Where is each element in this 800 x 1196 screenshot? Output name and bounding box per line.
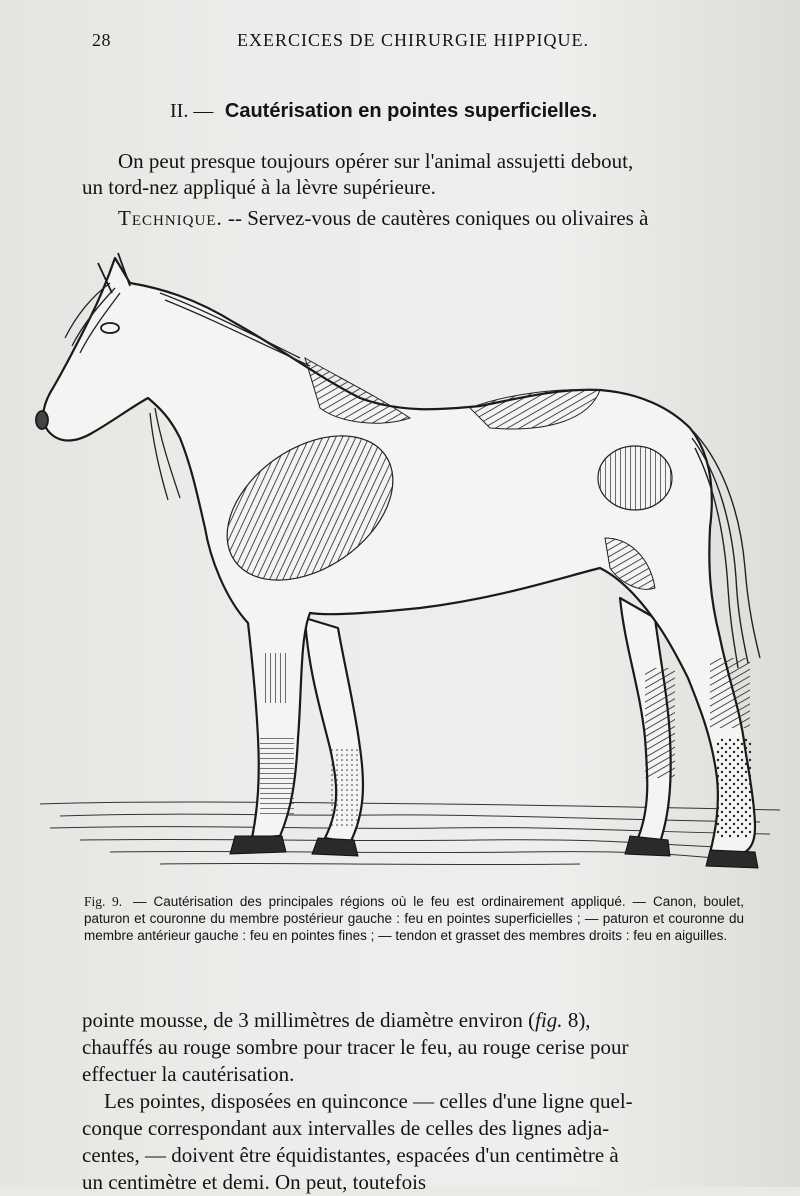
paragraph-line: un centimètre et demi. On peut, toutefois <box>82 1170 427 1194</box>
paragraph-technique <box>118 205 758 231</box>
technique-label: Technique. <box>118 206 223 230</box>
hind-cannon-zone <box>710 658 750 728</box>
horse-illustration <box>20 238 790 888</box>
paragraph-continuation <box>82 1007 742 1196</box>
paragraph-line: conque correspondant aux intervalles de celles des lignes adja- <box>82 1116 610 1140</box>
running-head <box>92 30 732 54</box>
section-number: II. — <box>170 100 214 122</box>
horse-drawing <box>20 238 790 888</box>
text-run: 8), <box>562 1008 591 1032</box>
figure-reference: fig. <box>535 1008 563 1032</box>
page-number: 28 <box>92 30 111 50</box>
section-heading <box>170 100 730 123</box>
front-tendon-zone <box>262 653 290 703</box>
figure-label: Fig. 9. <box>84 894 123 909</box>
hind-far-tendon-zone <box>645 668 675 778</box>
running-title: EXERCICES DE CHIRURGIE HIPPIQUE. <box>237 30 590 50</box>
paragraph-line: centes, — doivent être équidistantes, espacées d'un centimètre à <box>82 1143 619 1167</box>
section-title: Cautérisation en pointes superficielles. <box>224 100 598 122</box>
figure-caption-text: — Cautérisation des principales régions où le feu est ordinairement appliqué. — Canon, boulet, paturon et couronne du membre postérieur gauche : feu en pointes superficielles ; — paturon et couronne du membre antérieur gauche : feu en pointes fines ; — tendon et grasset des membres droits : feu en aiguilles. <box>84 894 744 943</box>
paragraph-intro <box>82 148 762 200</box>
figure-caption <box>84 893 744 944</box>
paragraph-line <box>82 1007 742 1034</box>
paragraph-line: un tord-nez appliqué à la lèvre supérieure. <box>82 175 436 199</box>
front-far-pastern-zone <box>330 748 360 828</box>
hip-cautery-zone <box>598 446 672 510</box>
paragraph-line: effectuer la cautérisation. <box>82 1062 295 1086</box>
text-run: pointe mousse, de 3 millimètres de diamètre environ ( <box>82 1008 536 1032</box>
paragraph-line: chauffés au rouge sombre pour tracer le feu, au rouge cerise pour <box>82 1035 629 1059</box>
hind-fetlock-zone <box>715 738 753 838</box>
front-pastern-zone <box>260 738 294 818</box>
paragraph-line: Les pointes, disposées en quinconce — celles d'une ligne quel- <box>104 1089 633 1113</box>
paragraph-line: On peut presque toujours opérer sur l'animal assujetti debout, <box>118 149 634 173</box>
technique-text: -- Servez-vous de cautères coniques ou olivaires à <box>222 206 649 230</box>
